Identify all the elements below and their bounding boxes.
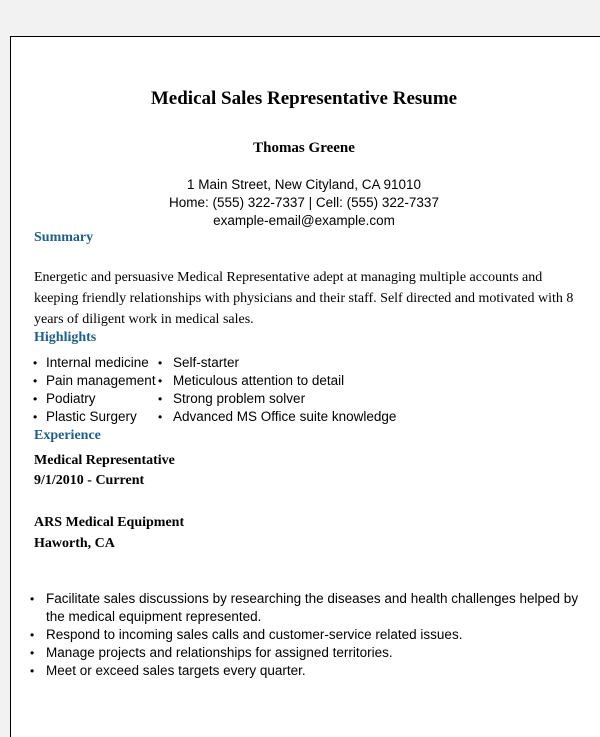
bullet-icon: • [158, 410, 163, 424]
contact-address: 1 Main Street, New Cityland, CA 91010 [186, 177, 422, 192]
bullet-icon: • [158, 392, 163, 406]
bullet-icon: • [30, 646, 35, 660]
duty-text: Facilitate sales discussions by researching the diseases and health challenges helped by the medical equipment represented. [46, 591, 579, 624]
job-title: Medical Representative [34, 453, 175, 468]
bullet-icon: • [30, 628, 35, 642]
highlights-heading: Highlights [34, 330, 97, 345]
duty-text: Respond to incoming sales calls and customer-service related issues. [46, 627, 463, 642]
bullet-icon: • [33, 392, 38, 406]
candidate-name: Thomas Greene [253, 140, 355, 156]
highlight-item: Plastic Surgery [46, 409, 137, 424]
duty-item [30, 662, 590, 680]
company-name: ARS Medical Equipment [34, 515, 185, 530]
highlight-item: Advanced MS Office suite knowledge [173, 409, 397, 424]
contact-email: example-email@example.com [213, 213, 395, 228]
document-title: Medical Sales Representative Resume [150, 88, 458, 109]
duty-item [30, 626, 590, 644]
bullet-icon: • [30, 592, 35, 606]
experience-heading: Experience [34, 428, 101, 443]
bullet-icon: • [158, 356, 163, 370]
duty-text: Manage projects and relationships for assigned territories. [46, 645, 393, 660]
highlight-item: Meticulous attention to detail [173, 373, 345, 388]
contact-phone: Home: (555) 322-7337 | Cell: (555) 322-7337 [169, 195, 439, 210]
bullet-icon: • [33, 374, 38, 388]
highlight-item: Pain management [46, 373, 156, 388]
summary-text: Energetic and persuasive Medical Representative adept at managing multiple accounts and keeping friendly relationships with physicians and their staff. Self directed and motivated with 8 years of diligent work in medical sales. [34, 270, 574, 327]
highlight-item: Self-starter [173, 355, 240, 370]
bullet-icon: • [30, 664, 35, 678]
bullet-icon: • [158, 374, 163, 388]
duty-text: Meet or exceed sales targets every quarter. [46, 663, 306, 678]
company-location: Haworth, CA [34, 536, 115, 551]
bullet-icon: • [33, 356, 38, 370]
highlight-item: Strong problem solver [173, 391, 306, 406]
highlight-item: Podiatry [46, 391, 96, 406]
job-dates: 9/1/2010 - Current [34, 473, 145, 488]
duty-item [30, 644, 590, 662]
summary-heading: Summary [34, 230, 94, 245]
highlight-item: Internal medicine [46, 355, 149, 370]
duty-item [30, 590, 590, 626]
bullet-icon: • [33, 410, 38, 424]
